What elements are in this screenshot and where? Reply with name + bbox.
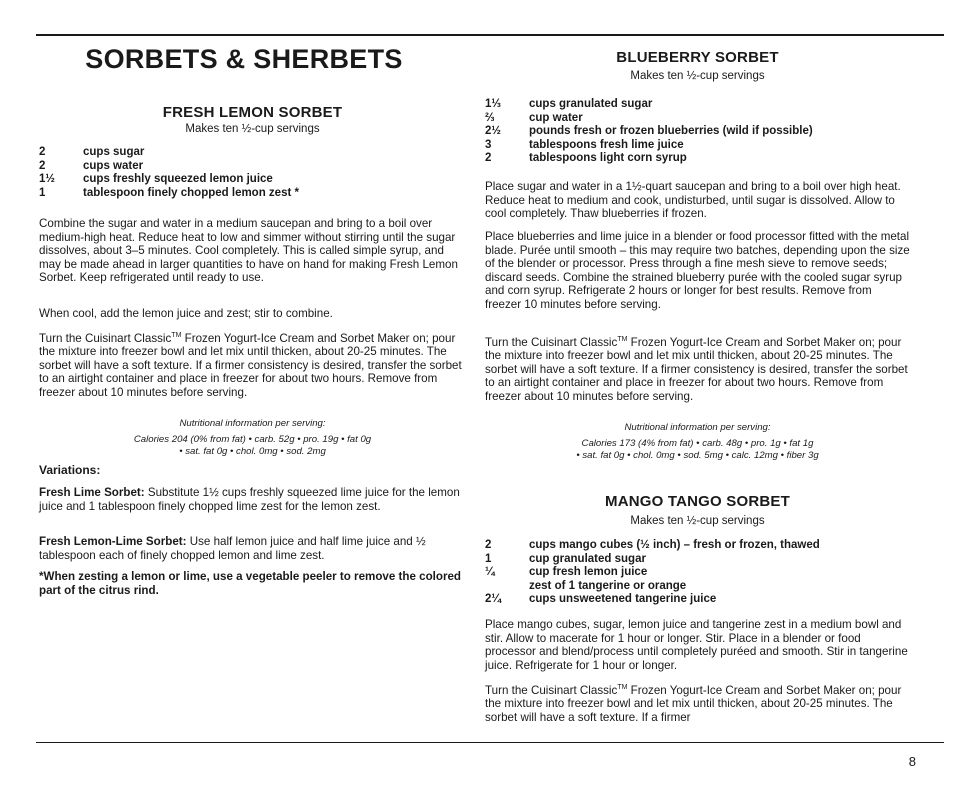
ingredient-row <box>485 566 910 580</box>
ingredient-item: cups sugar <box>83 146 145 158</box>
lemon-step-2: When cool, add the lemon juice and zest; stir to combine. <box>39 307 333 320</box>
ingredient-item: tablespoons light corn syrup <box>529 152 687 164</box>
nutrition-line: Calories 204 (0% from fat) • carb. 52g • pro. 19g • fat 0g <box>133 433 372 445</box>
lemon-lime-variation: Fresh Lemon-Lime Sorbet: Use half lemon juice and half lime juice and ½ tablespoon each of finely chopped lemon and lime zest. <box>39 535 426 562</box>
ingredient-item: zest of 1 tangerine or orange <box>529 579 687 592</box>
ingredient-qty: 2 <box>485 539 492 551</box>
ingredient-qty: 2 <box>485 152 492 164</box>
ingredient-row <box>485 580 910 594</box>
ingredient-qty: 1½ <box>39 173 55 185</box>
nutrition-line: Calories 173 (4% from fat) • carb. 48g • pro. 1g • fat 1g <box>581 437 814 449</box>
lemon-servings: Makes ten ½-cup servings <box>185 123 320 135</box>
ingredient-item: cups freshly squeezed lemon juice <box>83 173 273 185</box>
bottom-rule <box>36 742 944 743</box>
ingredient-row <box>485 112 910 126</box>
top-rule <box>36 34 944 36</box>
blueberry-nutrition <box>485 422 910 463</box>
ingredient-row <box>485 539 910 553</box>
ingredient-row <box>485 152 910 166</box>
ingredient-item: cup fresh lemon juice <box>529 566 648 578</box>
ingredient-qty: 2 <box>39 159 46 172</box>
page-title: SORBETS & SHERBETS <box>85 44 403 74</box>
ingredient-qty: 2½ <box>485 125 501 137</box>
lime-variation: Fresh Lime Sorbet: Substitute 1½ cups freshly squeezed lime juice for the lemon juice and 1 tablespoon finely chopped lime zest for the lemon zest. <box>39 486 460 513</box>
ingredient-item: cup water <box>529 111 583 124</box>
ingredient-item: cups water <box>83 159 144 172</box>
ingredient-item: cups granulated sugar <box>529 98 653 110</box>
zesting-note: *When zesting a lemon or lime, use a vegetable peeler to remove the colored part of the citrus rind. <box>39 570 462 597</box>
lemon-recipe-title: FRESH LEMON SORBET <box>162 104 343 121</box>
mango-ingredient-list <box>485 539 910 607</box>
page-number: 8 <box>908 754 916 769</box>
ingredient-qty: 1⅓ <box>485 98 501 110</box>
blueberry-step-3: Turn the Cuisinart Classic™ Frozen Yogurt-Ice Cream and Sorbet Maker on; pour the mixture into freezer bowl and let mix until thicken, about 20-25 minutes. The sorbet will have a soft texture. If a firmer consistency is desired, transfer the sorbet to an airtight container and place in freezer for about two hours. Remove from freezer about 10 minutes before serving. <box>485 335 908 403</box>
variation-label: Fresh Lime Sorbet: <box>39 486 145 499</box>
ingredient-row <box>485 593 910 607</box>
ingredient-qty: 3 <box>485 138 492 151</box>
ingredient-item: cups mango cubes (½ inch) – fresh or frozen, thawed <box>529 539 820 551</box>
ingredient-item: cups unsweetened tangerine juice <box>529 593 717 605</box>
ingredient-row <box>39 146 466 160</box>
ingredient-qty: ⅔ <box>485 111 495 124</box>
nutrition-heading: Nutritional information per serving: <box>179 418 326 429</box>
ingredient-qty: ¼ <box>485 566 495 578</box>
ingredient-item: pounds fresh or frozen blueberries (wild if possible) <box>529 125 813 137</box>
nutrition-line: • sat. fat 0g • chol. 0mg • sod. 2mg <box>179 446 326 457</box>
ingredient-row <box>485 98 910 112</box>
blueberry-step-1: Place sugar and water in a 1½-quart saucepan and bring to a boil over high heat. Reduce heat to medium and cook, undisturbed, until sugar is dissolved. Allow to cool completely. Thaw blueberries if frozen. <box>485 180 901 220</box>
variations-heading: Variations: <box>39 463 101 477</box>
nutrition-line: • sat. fat 0g • chol. 0mg • sod. 5mg • calc. 12mg • fiber 3g <box>576 450 819 461</box>
blueberry-ingredient-list <box>485 98 910 166</box>
lemon-step-1: Combine the sugar and water in a medium saucepan and bring to a boil over medium-high heat. Reduce heat to low and simmer without stirring until the sugar dissolves, about 3–5 minutes. Cool completely. This is called simple syrup, and may be made ahead in larger quantities to have on hand for making Fresh Lemon Sorbet. Keep refrigerated until ready to use. <box>39 217 458 284</box>
ingredient-qty <box>485 580 529 594</box>
ingredient-item: tablespoon finely chopped lemon zest * <box>83 186 299 199</box>
ingredient-row <box>485 553 910 567</box>
mango-recipe-title: MANGO TANGO SORBET <box>605 493 790 510</box>
ingredient-item: tablespoons fresh lime juice <box>529 138 684 151</box>
ingredient-qty: 1 <box>39 186 46 199</box>
nutrition-heading: Nutritional information per serving: <box>624 422 771 433</box>
blueberry-step-2: Place blueberries and lime juice in a blender or food processor fitted with the metal blade. Purée until smooth – this may require two batches, depending upon the size of the blender or processor. Press through a fine mesh sieve to remove seeds; discard seeds. Combine the strained blueberry purée with the cooled sugar syrup and corn syrup. Refrigerate 2 hours or longer for best results. Remove from freezer 10 minutes before serving. <box>485 230 910 311</box>
ingredient-qty: 1 <box>485 552 492 565</box>
lemon-ingredient-list <box>39 146 466 200</box>
blueberry-servings: Makes ten ½-cup servings <box>630 70 765 82</box>
ingredient-item: cup granulated sugar <box>529 552 646 565</box>
ingredient-row <box>485 125 910 139</box>
ingredient-row <box>39 187 466 201</box>
ingredient-row <box>39 160 466 174</box>
lemon-step-3: Turn the Cuisinart Classic™ Frozen Yogurt-Ice Cream and Sorbet Maker on; pour the mixture into freezer bowl and let mix until thicken, about 20-25 minutes. The sorbet will have a soft texture. If a firmer consistency is desired, transfer the sorbet to an airtight container and place in freezer for about two hours. Remove from freezer about 10 minutes before serving. <box>39 331 462 399</box>
lemon-nutrition <box>39 418 466 459</box>
variation-label: Fresh Lemon-Lime Sorbet: <box>39 535 187 548</box>
ingredient-row <box>39 173 466 187</box>
blueberry-recipe-title: BLUEBERRY SORBET <box>616 49 779 66</box>
mango-servings: Makes ten ½-cup servings <box>630 515 765 527</box>
ingredient-qty: 2 <box>39 146 46 158</box>
ingredient-qty: 2¼ <box>485 593 501 605</box>
mango-step-2: Turn the Cuisinart Classic™ Frozen Yogurt-Ice Cream and Sorbet Maker on; pour the mixture into freezer bowl and let mix until thicken, about 20-25 minutes. The sorbet will have a soft texture. If a firmer <box>485 683 902 724</box>
ingredient-row <box>485 139 910 153</box>
mango-step-1: Place mango cubes, sugar, lemon juice and tangerine zest in a medium bowl and stir. Allow to macerate for 1 hour or longer. Stir. Place in a blender or food processor and blend/process until completely puréed and smooth. Stir in tangerine juice. Refrigerate for 1 hour or longer. <box>485 618 908 672</box>
